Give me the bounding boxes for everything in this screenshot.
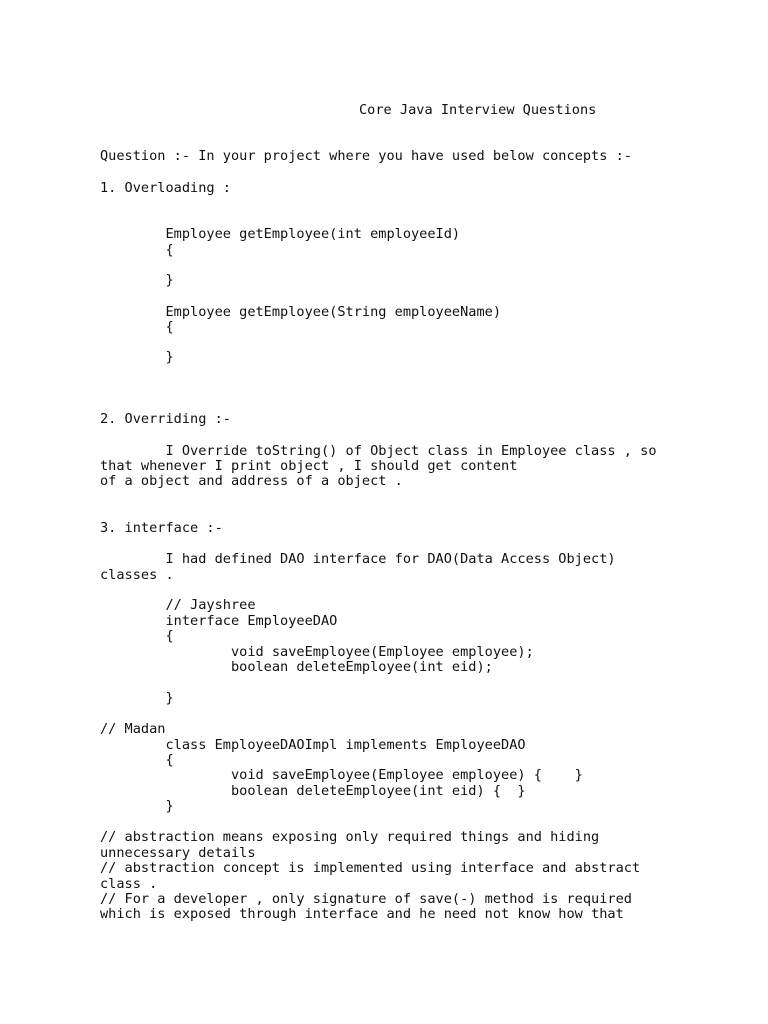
code-line: class EmployeeDAOImpl implements EmployeeDAO <box>100 737 526 753</box>
code-line: { <box>100 242 174 258</box>
code-line: // Madan <box>100 721 166 737</box>
paragraph-line: of a object and address of a object . <box>100 473 403 489</box>
comment-line: class . <box>100 876 158 892</box>
comment-line: // abstraction concept is implemented using interface and abstract <box>100 860 641 876</box>
document-title: Core Java Interview Questions <box>359 102 597 118</box>
code-line: Employee getEmployee(String employeeName) <box>100 304 502 320</box>
section-heading-overriding: 2. Overriding :- <box>100 411 231 427</box>
section-heading-overloading: 1. Overloading : <box>100 180 231 196</box>
comment-line: which is exposed through interface and he need not know how that <box>100 906 624 922</box>
paragraph-line: classes . <box>100 567 174 583</box>
code-line: void saveEmployee(Employee employee); <box>100 644 534 660</box>
question-heading: Question :- In your project where you have used below concepts :- <box>100 148 632 164</box>
paragraph-line: I Override toString() of Object class in Employee class , so <box>100 443 657 459</box>
code-line: } <box>100 798 174 814</box>
comment-line: // abstraction means exposing only required things and hiding <box>100 829 600 845</box>
code-line: void saveEmployee(Employee employee) { } <box>100 767 583 783</box>
code-line: boolean deleteEmployee(int eid) { } <box>100 783 526 799</box>
code-line: } <box>100 272 174 288</box>
paragraph-line: that whenever I print object , I should get content <box>100 458 518 474</box>
code-line: Employee getEmployee(int employeeId) <box>100 226 461 242</box>
code-line: interface EmployeeDAO <box>100 613 338 629</box>
paragraph-line: I had defined DAO interface for DAO(Data Access Object) <box>100 551 616 567</box>
comment-line: // For a developer , only signature of save(-) method is required <box>100 891 632 907</box>
section-heading-interface: 3. interface :- <box>100 520 223 536</box>
code-line: } <box>100 690 174 706</box>
code-line: { <box>100 752 174 768</box>
code-line: { <box>100 628 174 644</box>
code-line: // Jayshree <box>100 597 256 613</box>
code-line: { <box>100 319 174 335</box>
code-line: } <box>100 349 174 365</box>
comment-line: unnecessary details <box>100 845 256 861</box>
code-line: boolean deleteEmployee(int eid); <box>100 659 493 675</box>
